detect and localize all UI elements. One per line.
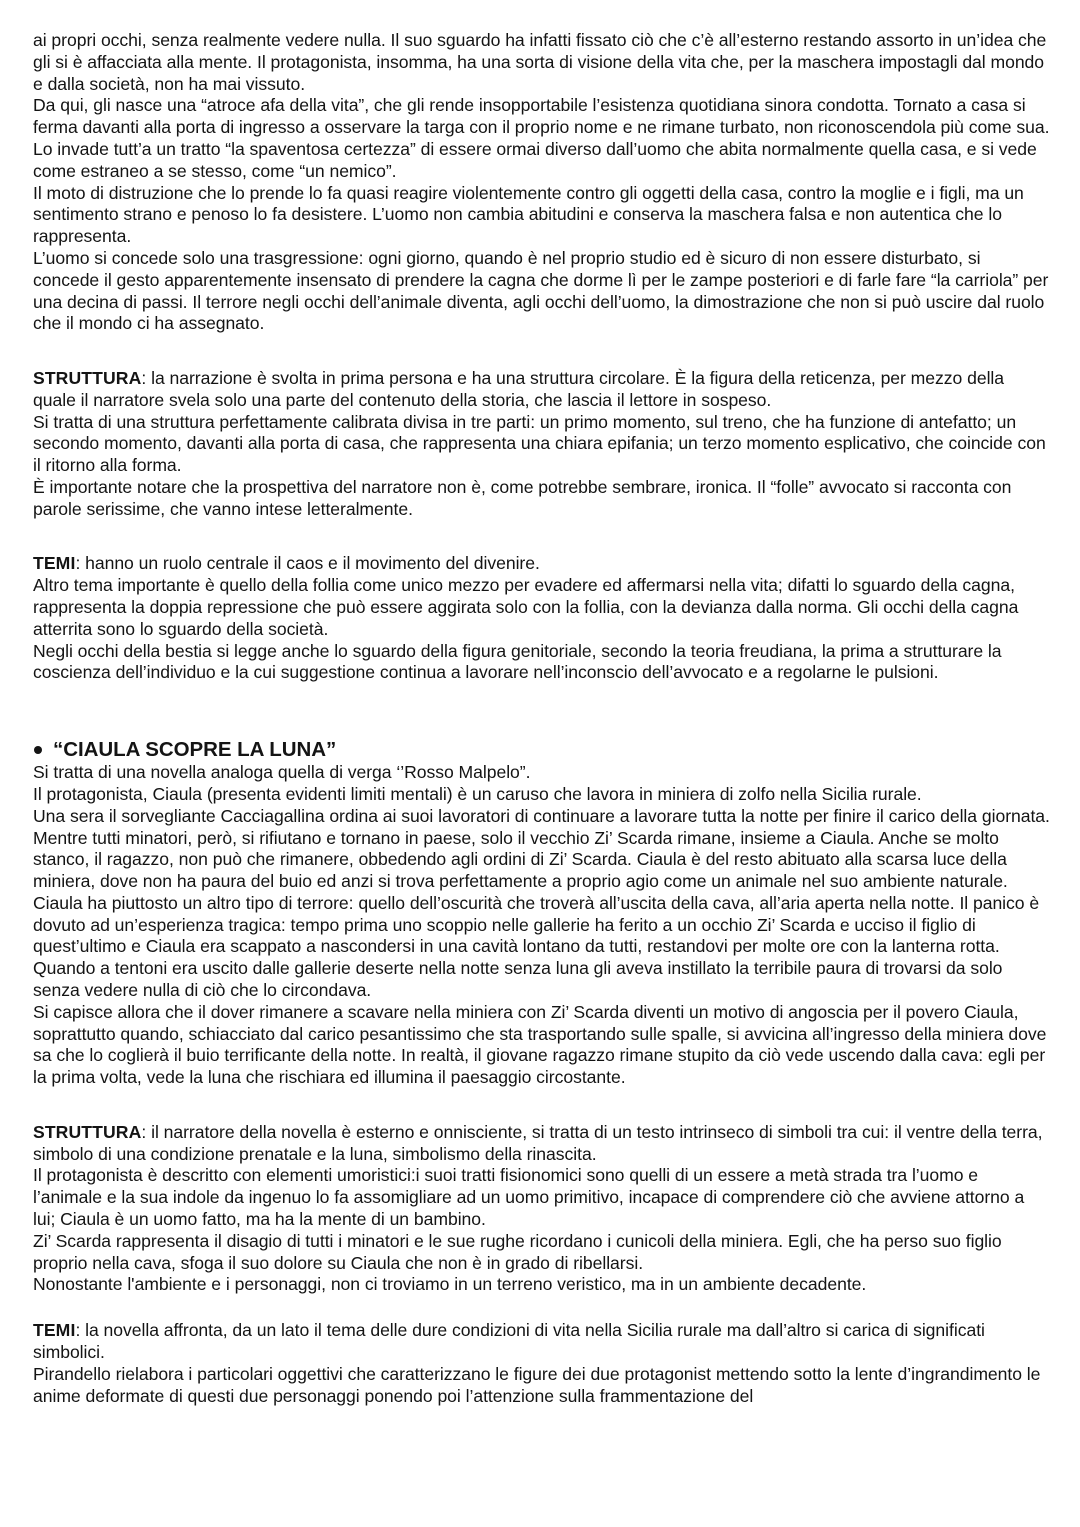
spacer bbox=[33, 521, 1051, 543]
paragraph: Il moto di distruzione che lo prende lo fa quasi reagire violentemente contro gli oggetti della casa, contro la moglie e i figli, ma un sentimento strano e penoso lo fa desistere. L’uomo non cambia abitudini e conserva la maschera falsa e non autentica che lo rappresenta. bbox=[33, 182, 1024, 247]
paragraph: Da qui, gli nasce una “atroce afa della vita”, che gli rende insopportabile l’esistenza quotidiana sinora condotta. Tornato a casa si ferma davanti alla porta di ingresso a osservare la targa con il proprio nome e ne rimane turbato, non riconoscendola più come sua. Lo invade tutt’a un tratto “la spaventosa certezza” di essere ormai diverso dall’uomo che abita normalmente quella casa, e si vede come estraneo a se stesso, come “un nemico”. bbox=[33, 95, 1050, 181]
struttura-paragraph bbox=[33, 368, 1051, 412]
paragraph: Si tratta di una struttura perfettamente calibrata divisa in tre parti: un primo momento, sul treno, che ha funzione di antefatto; un secondo momento, davanti alla porta di casa, che rappresenta una chiara epifania; un terzo momento esplicativo, che coincide con il ritorno alla forma. bbox=[33, 411, 1046, 476]
temi-text: : hanno un ruolo centrale il caos e il movimento del divenire. bbox=[75, 553, 540, 574]
temi-label: TEMI bbox=[33, 553, 76, 574]
spacer bbox=[33, 1111, 1051, 1122]
novella-title-text: “CIAULA SCOPRE LA LUNA” bbox=[53, 738, 337, 762]
paragraph: Altro tema importante è quello della follia come unico mezzo per evadere ed affermarsi nella vita; difatti lo sguardo della cagna, rappresenta la doppia repressione che può essere aggirata solo con la follia, con la devianza dalla norma. Gli occhi della cagna atterrita sono lo sguardo della società. bbox=[33, 575, 1019, 639]
spacer bbox=[33, 1296, 1051, 1320]
paragraph: Si tratta di una novella analoga quella di verga ‘’Rosso Malpelo”. bbox=[33, 762, 531, 783]
paragraph: È importante notare che la prospettiva del narratore non è, come potrebbe sembrare, ironica. Il “folle” avvocato si racconta con parole serissime, che vanno intese letteralmente. bbox=[33, 476, 1012, 519]
struttura-text: : il narratore della novella è esterno e onnisciente, si tratta di un testo intrinseco di simboli tra cui: il ventre della terra, simbolo di una condizione prenatale e la luna, simbolismo della rinascita. bbox=[33, 1121, 1043, 1164]
paragraph: Pirandello rielabora i particolari oggettivi che caratterizzano le figure dei due protagonist mettendo sotto la lente d’ingrandimento le anime deformate di questi due personaggi ponendo poi l’attenzione sulla frammentazione del bbox=[33, 1363, 1041, 1406]
paragraph: Nonostante l'ambiente e i personaggi, non ci troviamo in un terreno veristico, ma in un ambiente decadente. bbox=[33, 1274, 867, 1295]
temi-paragraph bbox=[33, 1320, 1051, 1364]
paragraph: Si capisce allora che il dover rimanere a scavare nella miniera con Zi’ Scarda diventi un motivo di angoscia per il povero Ciaula, soprattutto quando, schiacciato dal carico pesantissimo che sta trasportando sulle spalle, si avvicina all’ingresso della miniera dove sa che lo coglierà il buio terrificante della notte. In realtà, il giovane ragazzo rimane stupito da ciò vede uscendo dalla cava: egli per la prima volta, vede la luna che rischiara ed illumina il paesaggio circostante. bbox=[33, 1001, 1047, 1088]
struttura-label: STRUTTURA bbox=[33, 1121, 142, 1142]
spacer bbox=[33, 335, 1051, 357]
paragraph: ai propri occhi, senza realmente vedere nulla. Il suo sguardo ha infatti fissato ciò che c’è all’esterno restando assorto in un’idea che gli si è affacciata alla mente. Il protagonista, insomma, ha una sorta di visione della vita che, per la maschera impostagli dal mondo e dalla società, non ha mai vissuto. bbox=[33, 30, 1047, 94]
temi-text: : la novella affronta, da un lato il tema delle dure condizioni di vita nella Sicilia rurale ma dall’altro si carica di significati simbolici. bbox=[33, 1320, 985, 1363]
spacer bbox=[33, 1089, 1051, 1111]
document-page bbox=[33, 30, 1051, 1407]
paragraph: Negli occhi della bestia si legge anche lo sguardo della figura genitoriale, secondo la teoria freudiana, la prima a strutturare la coscienza dell’individuo e la cui suggestione continua a lavorare nell’inconscio dell’avvocato e a regolarne le pulsioni. bbox=[33, 640, 1002, 683]
spacer bbox=[33, 684, 1051, 738]
bullet-icon bbox=[34, 746, 42, 754]
paragraph: Una sera il sorvegliante Cacciagallina ordina ai suoi lavoratori di continuare a lavorare tutta la notte per finire il carico della giornata. Mentre tutti minatori, però, si rifiutano e tornano in paese, solo il vecchio Zi’ Scarda rimane, insieme a Ciaula. Anche se molto stanco, il ragazzo, non può che rimanere, obbedendo agli ordini di Zi’ Scarda. Ciaula è del resto abituato alla scarsa luce della miniera, dove non ha paura del buio ed anzi si trova perfettamente a proprio agio come un animale nel suo ambiente naturale. bbox=[33, 805, 1050, 892]
struttura-label: STRUTTURA bbox=[33, 367, 142, 388]
paragraph: Il protagonista, Ciaula (presenta evidenti limiti mentali) è un caruso che lavora in miniera di zolfo nella Sicilia rurale. bbox=[33, 783, 922, 804]
paragraph: Il protagonista è descritto con elementi umoristici:i suoi tratti fisionomici sono quelli di un essere a metà strada tra l’uomo e l’animale e la sua indole da ingenuo lo fa assomigliare ad un uomo primitivo, incapace di comprendere ciò che avviene attorno a lui; Ciaula è un uomo fatto, ma ha la mente di un bambino. bbox=[33, 1165, 1025, 1230]
struttura-text: : la narrazione è svolta in prima persona e ha una struttura circolare. È la figura della reticenza, per mezzo della quale il narratore svela solo una parte del contenuto della storia, che lascia il lettore in sospeso. bbox=[33, 367, 1005, 410]
spacer bbox=[33, 542, 1051, 553]
temi-paragraph bbox=[33, 553, 1051, 575]
paragraph: L’uomo si concede solo una trasgressione: ogni giorno, quando è nel proprio studio ed è sicuro di non essere disturbato, si concede il gesto apparentemente insensato di prendere la cagna che dorme lì per le zampe posteriori e di farle fare “la carriola” per una decina di passi. Il terrore negli occhi dell’animale diventa, agli occhi dell’uomo, la dimostrazione che non si può uscire dal ruolo che il mondo ci ha assegnato. bbox=[33, 247, 1049, 334]
temi-label: TEMI bbox=[33, 1320, 76, 1341]
novella-title bbox=[33, 738, 1051, 762]
paragraph: Zi’ Scarda rappresenta il disagio di tutti i minatori e le sue rughe ricordano i cunicoli della miniera. Egli, che ha perso suo figlio proprio nella cava, sfoga il suo dolore su Ciaula che non è in grado di ribellarsi. bbox=[33, 1230, 1002, 1273]
paragraph: Ciaula ha piuttosto un altro tipo di terrore: quello dell’oscurità che troverà all’uscita della cava, all’aria aperta nella notte. Il panico è dovuto ad un’esperienza tragica: tempo prima uno scoppio nelle gallerie ha ferito a un occhio Zi’ Scarda e ucciso il figlio di quest’ultimo e Ciaula era scappato a nascondersi in una cavità lontano da tutti, restandovi per molte ore con la lanterna rotta. Quando a tentoni era uscito dalle gallerie deserte nella notte senza luna gli aveva instillato la terribile paura di trovarsi da solo senza vedere nulla di ciò che lo circondava. bbox=[33, 892, 1040, 1001]
spacer bbox=[33, 357, 1051, 368]
struttura-paragraph bbox=[33, 1122, 1051, 1166]
